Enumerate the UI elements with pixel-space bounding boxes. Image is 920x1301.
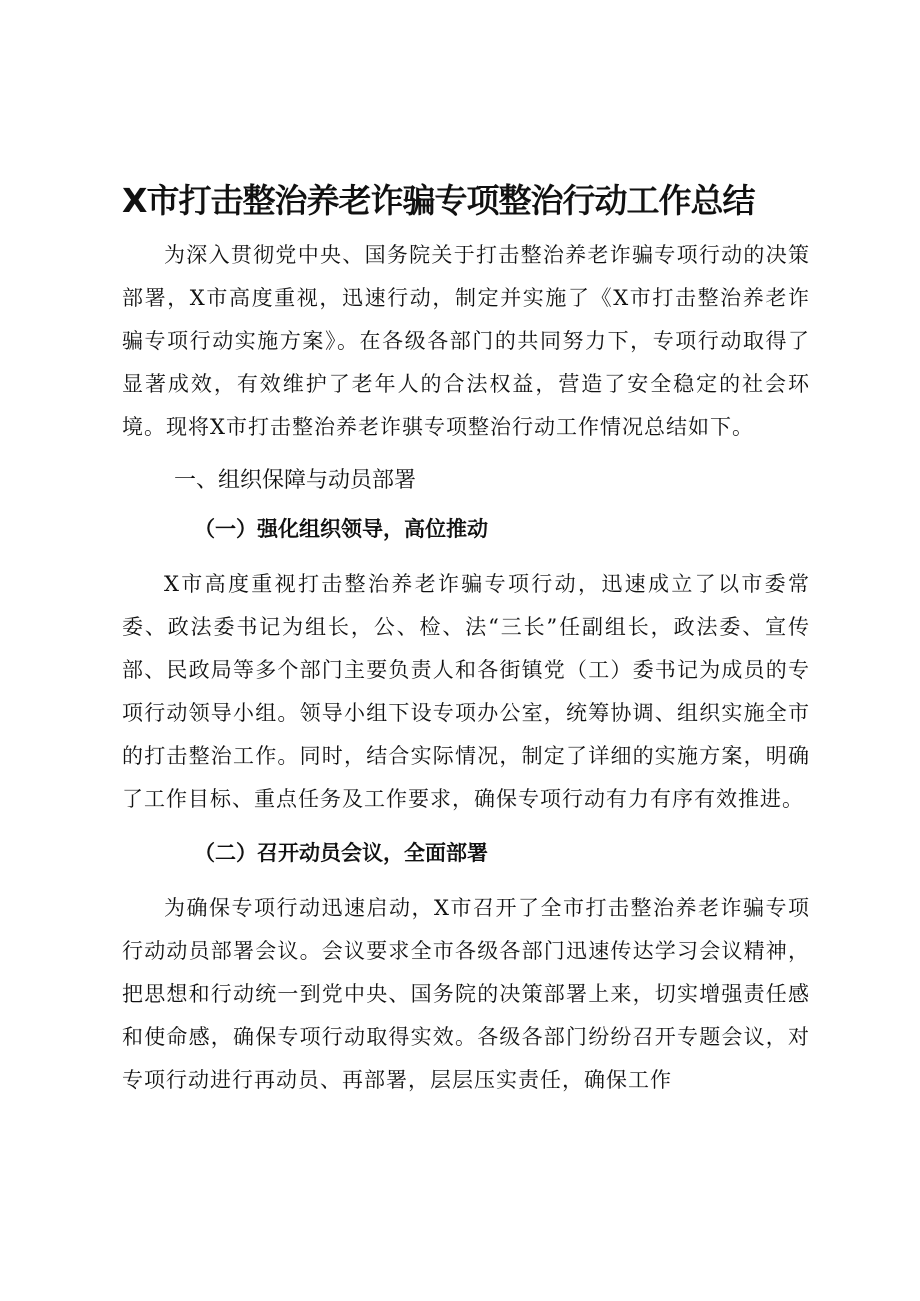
subsection-2-body: 为确保专项行动迅速启动，X市召开了全市打击整治养老诈骗专项行动动员部署会议。会议要求全市各级各部门迅速传达学习会议精神，把思想和行动统一到党中央、国务院的决策部署上来，切实增强责任感和使命感，确保专项行动取得实效。各级各部门纷纷召开专题会议，对专项行动进行再动员、再部署，层层压实责任，确保工作: [122, 896, 810, 1092]
document-title: X市打击整治养老诈骗专项整治行动工作总结: [122, 181, 755, 220]
section-heading: 一、组织保障与动员部署: [174, 468, 417, 493]
subsection-heading-1: （一）强化组织领导，高位推动: [194, 516, 488, 541]
subsection-heading-2: （二）召开动员会议，全面部署: [194, 840, 488, 865]
intro-paragraph: 为深入贯彻党中央、国务院关于打击整治养老诈骗专项行动的决策部署，X市高度重视，迅速行动，制定并实施了《X市打击整治养老诈骗专项行动实施方案》。在各级各部门的共同努力下，专项行动取得了显著成效，有效维护了老年人的合法权益，营造了安全稳定的社会环境。现将X市打击整治养老诈骐专项整治行动工作情况总结如下。: [122, 243, 810, 439]
subsection-1-body: X市高度重视打击整治养老诈骗专项行动，迅速成立了以市委常委、政法委书记为组长，公、检、法“三长”任副组长，政法委、宣传部、民政局等多个部门主要负责人和各街镇党（工）委书记为成员的专项行动领导小组。领导小组下设专项办公室，统筹协调、组织实施全市的打击整治工作。同时，结合实际情况，制定了详细的实施方案，明确了工作目标、重点任务及工作要求，确保专项行动有力有序有效推进。: [122, 572, 810, 811]
